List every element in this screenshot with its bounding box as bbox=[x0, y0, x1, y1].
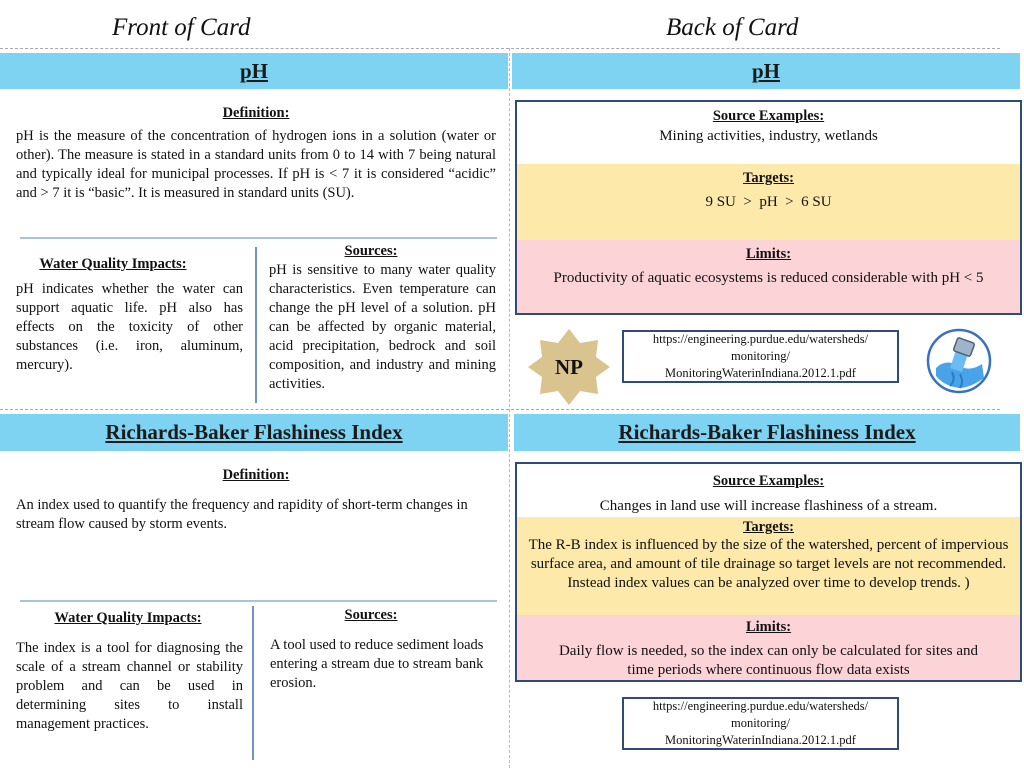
rb-limits-section bbox=[517, 615, 1020, 682]
ph-front-divider bbox=[20, 237, 497, 239]
rb-sources-text: A tool used to reduce sediment loads entering a stream due to stream bank erosion. bbox=[270, 637, 484, 691]
rb-reference-link[interactable]: https://engineering.purdue.edu/watersheds/ monitoring/ MonitoringWaterinIndiana.2012.1.pdf bbox=[622, 697, 899, 750]
rb-definition-text: An index used to quantify the frequency and rapidity of short-term changes in stream flow caused by storm events. bbox=[16, 497, 468, 532]
ph-targets-section bbox=[517, 164, 1020, 240]
middle-dashed-divider bbox=[0, 409, 1000, 410]
rb-back-info-box bbox=[515, 462, 1022, 682]
ph-source-examples-section bbox=[517, 102, 1020, 164]
ph-source-examples-label: Source Examples: bbox=[712, 108, 825, 124]
ph-source-examples-text: Mining activities, industry, wetlands bbox=[659, 128, 878, 144]
rb-targets-text: The R-B index is influenced by the size of the watershed, percent of impervious surface area, and amount of tile drainage so target levels are not recommended. Instead index values can be analyzed over time to develop trends. ) bbox=[528, 537, 1009, 591]
ph-sources-text: pH is sensitive to many water quality characteristics. Even temperature can change the pH level of a solution. pH can be affected by organic material, acid precipitation, bedrock and soil composition, and industry and mining activities. bbox=[269, 262, 496, 392]
rb-impacts-text: The index is a tool for diagnosing the scale of a stream channel or stability problem and can be used in determining sites to install management practices. bbox=[16, 640, 243, 732]
ph-definition-label: Definition: bbox=[222, 105, 290, 121]
rb-targets-label: Targets: bbox=[742, 519, 794, 535]
np-badge-label: NP bbox=[555, 354, 583, 379]
rb-limits-label: Limits: bbox=[745, 619, 792, 635]
rb-source-examples-section bbox=[517, 464, 1020, 517]
ph-front-column-divider bbox=[255, 247, 257, 403]
rb-front-title-band: Richards-Baker Flashiness Index bbox=[0, 414, 508, 451]
ph-impacts-text: pH indicates whether the water can support aquatic life. pH also has effects on the toxicity of other substances (i.e. iron, aluminum, mercury). bbox=[16, 281, 243, 373]
ph-back-info-box bbox=[515, 100, 1022, 315]
rb-source-examples-text: Changes in land use will increase flashiness of a stream. bbox=[599, 498, 938, 514]
back-of-card-heading: Back of Card bbox=[666, 14, 799, 41]
ph-limits-section bbox=[517, 240, 1020, 315]
ph-back-title-band: pH bbox=[512, 53, 1020, 89]
ph-sources-label: Sources: bbox=[344, 243, 398, 259]
rb-definition-label: Definition: bbox=[222, 467, 290, 483]
rb-back-title-band: Richards-Baker Flashiness Index bbox=[514, 414, 1020, 451]
rb-source-examples-label: Source Examples: bbox=[712, 473, 825, 489]
ph-limits-text: Productivity of aquatic ecosystems is reduced considerable with pH < 5 bbox=[553, 270, 984, 286]
front-of-card-heading: Front of Card bbox=[112, 14, 251, 41]
water-pipe-outflow-icon bbox=[926, 328, 992, 394]
rb-impacts-label: Water Quality Impacts: bbox=[54, 610, 202, 626]
rb-front-divider bbox=[20, 600, 497, 602]
rb-targets-section bbox=[517, 517, 1020, 615]
top-dashed-divider bbox=[0, 48, 1000, 49]
rb-sources-label: Sources: bbox=[344, 607, 398, 623]
ph-targets-label: Targets: bbox=[742, 170, 794, 186]
rb-limits-text: Daily flow is needed, so the index can only be calculated for sites and time periods where continuous flow data exists bbox=[558, 643, 979, 678]
rb-front-column-divider bbox=[252, 606, 254, 760]
ph-targets-text: 9 SU > pH > 6 SU bbox=[705, 194, 832, 210]
ph-impacts-label: Water Quality Impacts: bbox=[39, 256, 187, 272]
ph-reference-link[interactable]: https://engineering.purdue.edu/watersheds/ monitoring/ MonitoringWaterinIndiana.2012.1.pdf bbox=[622, 330, 899, 383]
ph-limits-label: Limits: bbox=[745, 246, 792, 262]
ph-definition-text: pH is the measure of the concentration of hydrogen ions in a solution (water or other). The measure is stated in a standard units from 0 to 14 with 7 being natural and typically ideal for municipal processes. If pH is < 7 it is considered “acidic” and > 7 it is “basic”. It is measured in standard units (SU). bbox=[16, 128, 496, 201]
center-dashed-divider bbox=[509, 48, 510, 768]
ph-front-title-band: pH bbox=[0, 53, 508, 89]
np-badge bbox=[527, 328, 611, 406]
